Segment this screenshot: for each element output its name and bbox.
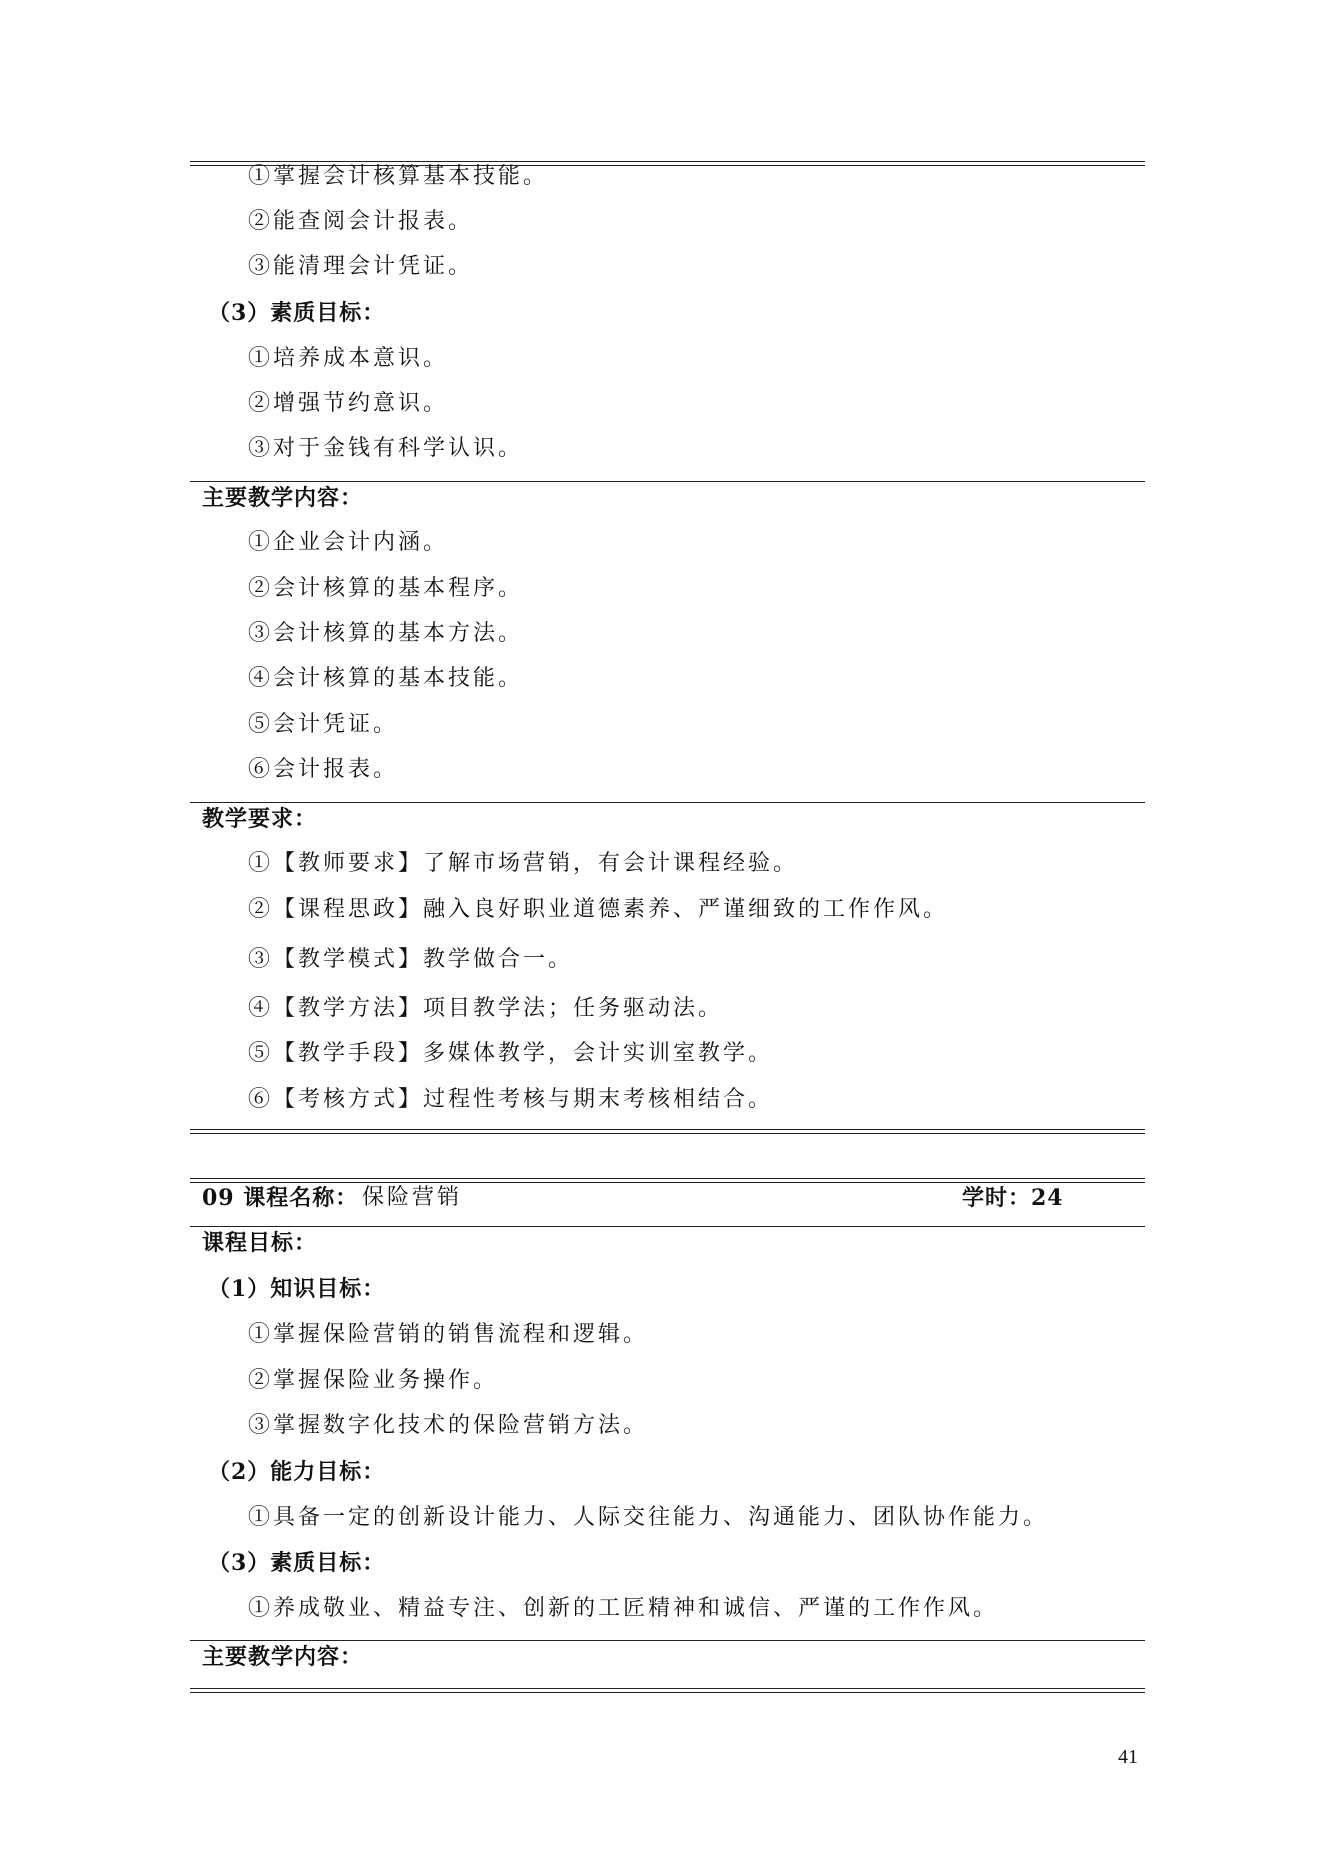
requirements-heading: 教学要求： [202,806,318,832]
quality-goal-heading: （3）素质目标： [208,300,386,326]
requirement-item-5: ⑤【教学手段】多媒体教学，会计实训室教学。 [248,1041,774,1066]
table-bottom-border [190,1129,1145,1134]
goals-heading: 课程目标： [202,1230,318,1256]
quality-item-1: ①养成敬业、精益专注、创新的工匠精神和诚信、严谨的工作作风。 [248,1596,999,1621]
knowledge-item-2: ②掌握保险业务操作。 [248,1368,499,1393]
requirement-item-4: ④【教学方法】项目教学法；任务驱动法。 [248,996,724,1021]
skill-item-3: ③能清理会计凭证。 [248,254,474,279]
quality-item-2: ②增强节约意识。 [248,391,449,416]
table-bottom-border [190,1688,1145,1693]
row-divider [190,1226,1145,1227]
quality-item-3: ③对于金钱有科学认识。 [248,436,524,461]
ability-goal-heading: （2）能力目标： [208,1459,386,1485]
ability-item-1: ①具备一定的创新设计能力、人际交往能力、沟通能力、团队协作能力。 [248,1505,1049,1530]
skill-item-1: ①掌握会计核算基本技能。 [248,164,549,189]
course-label: 09 课程名称： [202,1185,359,1211]
quality-item-1: ①培养成本意识。 [248,346,449,371]
course-name: 保险营销 [362,1185,463,1210]
knowledge-item-1: ①掌握保险营销的销售流程和逻辑。 [248,1322,649,1347]
content-item-6: ⑥会计报表。 [248,757,399,782]
requirement-item-6: ⑥【考核方式】过程性考核与期末考核相结合。 [248,1087,774,1112]
page-number: 41 [1118,1746,1138,1768]
skill-item-2: ②能查阅会计报表。 [248,209,474,234]
content-heading: 主要教学内容： [202,485,364,511]
row-divider [190,802,1145,803]
requirement-item-3: ③【教学模式】教学做合一。 [248,947,574,972]
course-hours: 学时：24 [962,1185,1064,1211]
content-item-1: ①企业会计内涵。 [248,530,449,555]
content-item-4: ④会计核算的基本技能。 [248,666,524,691]
row-divider [190,481,1145,482]
content-heading: 主要教学内容： [202,1644,364,1670]
content-item-2: ②会计核算的基本程序。 [248,576,524,601]
requirement-item-1: ①【教师要求】了解市场营销，有会计课程经验。 [248,851,799,876]
quality-goal-heading: （3）素质目标： [208,1550,386,1576]
requirement-item-2: ②【课程思政】融入良好职业道德素养、严谨细致的工作作风。 [248,897,949,922]
knowledge-goal-heading: （1）知识目标： [208,1276,386,1302]
knowledge-item-3: ③掌握数字化技术的保险营销方法。 [248,1413,649,1438]
content-item-3: ③会计核算的基本方法。 [248,621,524,646]
course-header-row [202,1183,1062,1213]
content-item-5: ⑤会计凭证。 [248,712,399,737]
row-divider [190,1640,1145,1641]
